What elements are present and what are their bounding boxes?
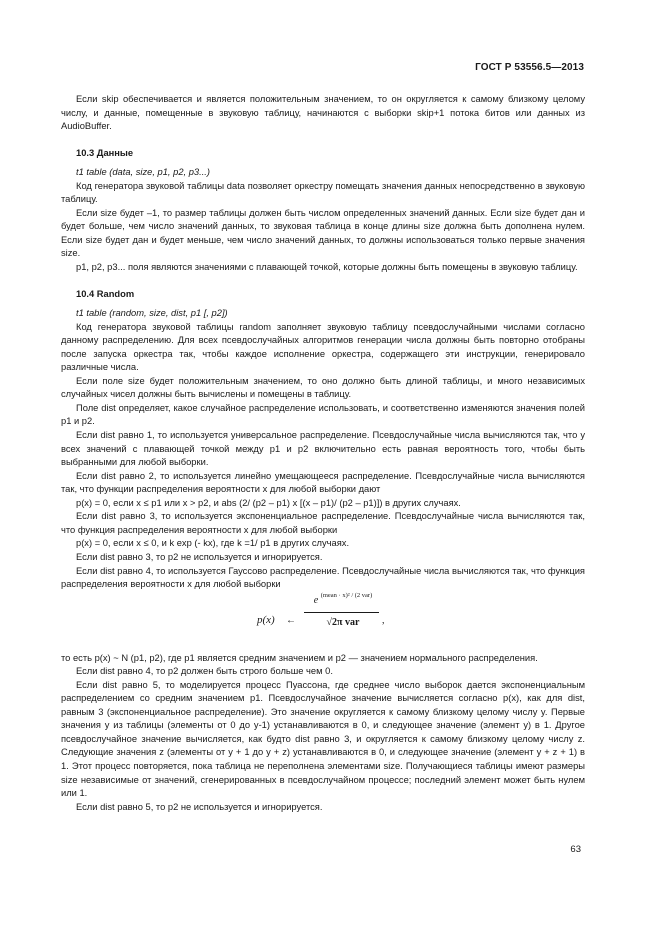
paragraph: Если dist равно 2, то используется линейно умещающееся распределение. Псевдослучайные числа вычисляются так, что функции распределения вероятности x для любой выборки дают: [61, 470, 585, 495]
standard-header: ГОСТ Р 53556.5—2013: [475, 62, 584, 73]
document-body: [61, 93, 585, 814]
section-heading: 10.4 Random: [76, 288, 135, 299]
paragraph: Если dist равно 3, то p2 не используется и игнорируется.: [76, 551, 323, 562]
paragraph: p1, p2, p3... поля являются значениями с плавающей точкой, которые должны быть помещены в звуковую таблицу.: [76, 262, 578, 273]
formula-denominator: √2π var: [326, 616, 360, 628]
paragraph: Если dist равно 1, то используется универсальное распределение. Псевдослучайные числа вычисляются так, что у всех значений с плавающей точкой между p1 и p2 включительно есть равная вероятность того, чтобы быть выбранными для любой выборки.: [61, 430, 585, 468]
paragraph: Если dist равно 5, то p2 не используется и игнорируется.: [76, 801, 323, 812]
paragraph: Если поле size будет положительным значением, то оно должно быть длиной таблицы, и много независимых случайных чисел должны быть вычислены и помещены в таблицу.: [61, 375, 585, 400]
fraction-bar: [304, 612, 379, 613]
paragraph: Код генератора звуковой таблицы random заполняет звуковую таблицу псевдослучайными числами согласно данному распределению. Для всех псевдослучайных алгоритмов генерации числа должны быть повторно отобраны после запуска оркестра так, чтобы каждое исполнение оркестра, содержащего эти инструкции, генерировало различные числа.: [61, 321, 585, 373]
formula-base: e: [313, 594, 319, 606]
formula-lhs: p(x): [257, 613, 275, 626]
paragraph: Если skip обеспечивается и является положительным значением, то он округляется к самому близкому целому числу, и данные, помещенные в звуковую таблицу, начинаются с выборки skip+1 потока битов или данных из AudioBuffer.: [61, 94, 585, 132]
section-heading: 10.3 Данные: [76, 147, 134, 158]
formula-relation: ←: [286, 614, 296, 626]
paragraph: Если size будет –1, то размер таблицы должен быть числом определенных значений данных. Если size будет дан и будет больше, чем число значений данных, то звуковая таблица в конце длины size должна быть дополнена нулем. Если size будет дан и будет меньше, чем число значений данных, то должны использоваться только первые значения size.: [61, 207, 585, 259]
paragraph: Код генератора звуковой таблицы data позволяет оркестру помещать значения данных непосредственно в звуковую таблицу.: [61, 180, 585, 205]
formula-numerator: [308, 591, 378, 609]
paragraph: Если dist равно 4, то используется Гауссово распределение. Псевдослучайные числа вычисляются так, что функция распределения вероятности x для любой выборки: [61, 565, 585, 590]
formula-line: p(x) = 0, если x ≤ p1 или x > p2, и abs (2/ (p2 – p1) x [(x – p1)/ (p2 – p1)]) в других случаях.: [76, 497, 461, 508]
paragraph: Если dist равно 5, то моделируется процесс Пуассона, где среднее число выборок дается экспоненциальным распределением со средним значением p1. Псевдослучайное значение вычисляется согласно p(x), как для dist, равным 3 (экспоненциальное распределение). Это значение округляется к самому близкому целому числу y. Первые значения y из таблицы (элементы от 0 до y-1) устанавливаются в 0, и следующее значение (элемент y) в 1. Другое псевдослучайное значение вычисляется, как будто dist равно 3, и округляется к самому близкому целому числу z. Следующие значения z (элементы от y + 1 до y + z) устанавливаются в 0, и следующее значение (элемент y + z + 1) в 1. Этот процесс повторяется, пока таблица не переполнена элементами size. Получающиеся таблицы имеют размеры size независимые от значений, сгенерированных в псевдослучайном процессе; последний элемент может быть нулем или 1.: [61, 679, 585, 799]
formula-line: p(x) = 0, если x ≤ 0, и k exp (- kx), где k =1/ p1 в других случаях.: [76, 538, 350, 549]
formula-exponent: (mean · x)² / (2 var): [320, 591, 373, 599]
paragraph: Если dist равно 3, то используется экспоненциальное распределение. Псевдослучайные числа вычисляются так, что функция распределения вероятности x для любой выборки: [61, 511, 585, 535]
formula-comma: ,: [382, 614, 385, 626]
paragraph: то есть p(x) ~ N (p1, p2), где p1 является средним значением и p2 — значением нормального распределения.: [61, 652, 538, 663]
paragraph: Если dist равно 4, то p2 должен быть строго больше чем 0.: [76, 666, 333, 677]
syntax-line: t1 table (random, size, dist, p1 [, p2]): [76, 308, 228, 319]
page-number: 63: [570, 844, 581, 855]
paragraph: Поле dist определяет, какое случайное распределение использовать, и соответственно изменяются значения полей p1 и p2.: [61, 402, 585, 427]
gaussian-formula: [61, 591, 585, 646]
syntax-line: t1 table (data, size, p1, p2, p3...): [76, 167, 211, 178]
